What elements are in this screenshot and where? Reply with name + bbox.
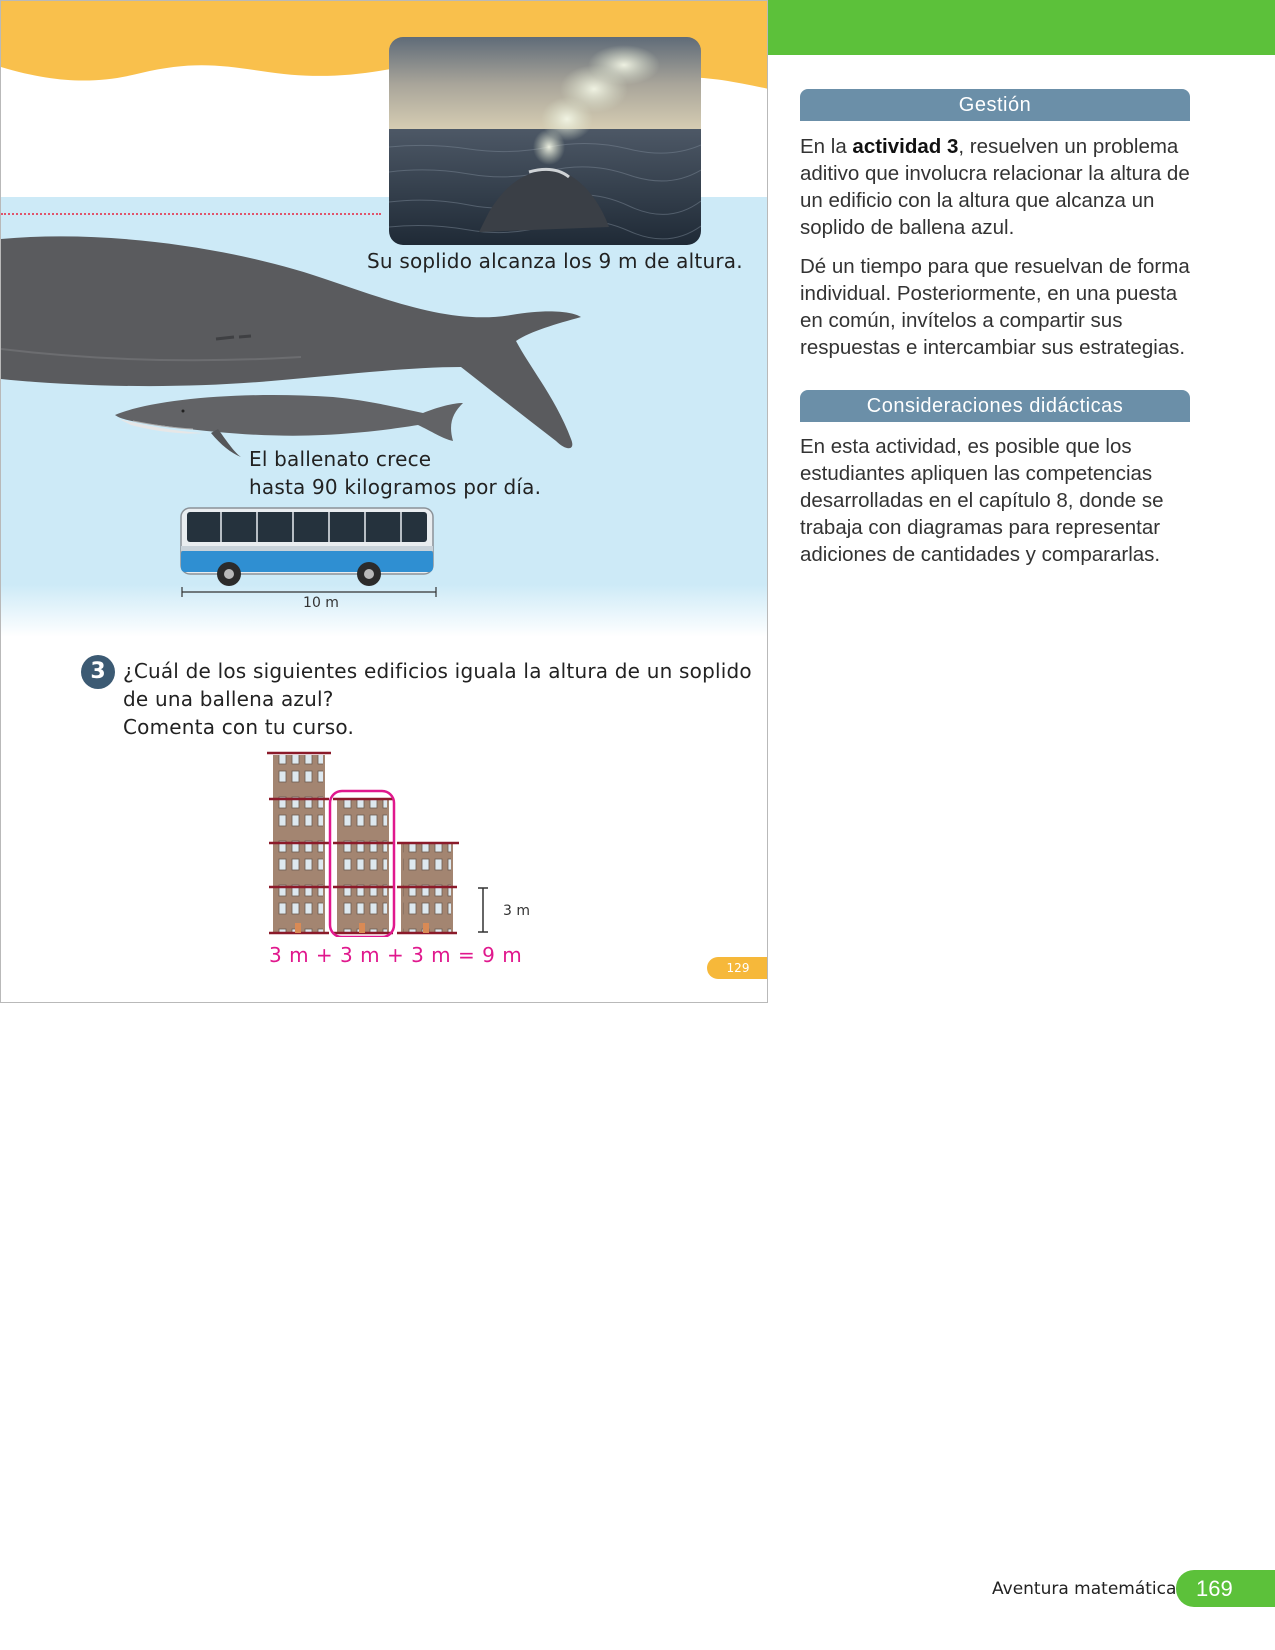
header-green-bar <box>768 0 1275 55</box>
calf-caption-line2: hasta 90 kilogramos por día. <box>249 475 542 499</box>
building-three-floors-highlighted <box>330 791 394 937</box>
student-textbook-page <box>0 0 768 1003</box>
gestion-section-header: Gestión <box>800 89 1190 121</box>
height-reference-dotted-line <box>1 213 381 215</box>
student-page-number: 129 <box>707 957 768 979</box>
activity-reference-bold: actividad 3 <box>852 135 959 158</box>
bus-length-label: 10 m <box>303 595 339 611</box>
gestion-p1-start: En la <box>800 135 853 158</box>
bus-illustration <box>177 504 437 588</box>
answer-equation: 3 m + 3 m + 3 m = 9 m <box>269 943 523 967</box>
question-line3: Comenta con tu curso. <box>123 715 355 739</box>
calf-caption <box>249 445 541 501</box>
question-line2: de una ballena azul? <box>123 687 334 711</box>
gestion-paragraph-2: Dé un tiempo para que resuelvan de forma individual. Posteriormente, en una puesta en común, invítelos a compartir sus respuestas e intercambiar sus estrategias. <box>800 255 1190 359</box>
floor-height-label: 3 m <box>503 903 530 919</box>
gestion-paragraph-1 <box>800 133 1195 241</box>
building-four-floors <box>267 753 331 933</box>
activity-question <box>123 657 752 741</box>
buildings-illustration <box>263 747 543 937</box>
floor-height-indicator <box>478 888 488 932</box>
footer-book-title: Aventura matemática <box>992 1579 1177 1599</box>
consideraciones-section-header: Consideraciones didácticas <box>800 390 1190 422</box>
whale-blow-photo <box>389 37 701 245</box>
gestion-p1-end: , resuelven un problema aditivo que involucra relacionar la altura de un edificio con la altura que alcanza un soplido de ballena azul. <box>800 135 1190 239</box>
calf-caption-line1: El ballenato crece <box>249 447 432 471</box>
activity-number-badge: 3 <box>81 655 115 689</box>
question-line1: ¿Cuál de los siguientes edificios iguala la altura de un soplido <box>123 659 752 683</box>
consideraciones-paragraph: En esta actividad, es posible que los estudiantes apliquen las competencias desarrolladas en el capítulo 8, donde se trabaja con diagramas para representar adiciones de cantidades y compararlas. <box>800 435 1164 566</box>
photo-caption: Su soplido alcanza los 9 m de altura. <box>367 249 743 273</box>
building-two-floors <box>397 843 459 933</box>
footer-page-number: 169 <box>1176 1570 1275 1607</box>
